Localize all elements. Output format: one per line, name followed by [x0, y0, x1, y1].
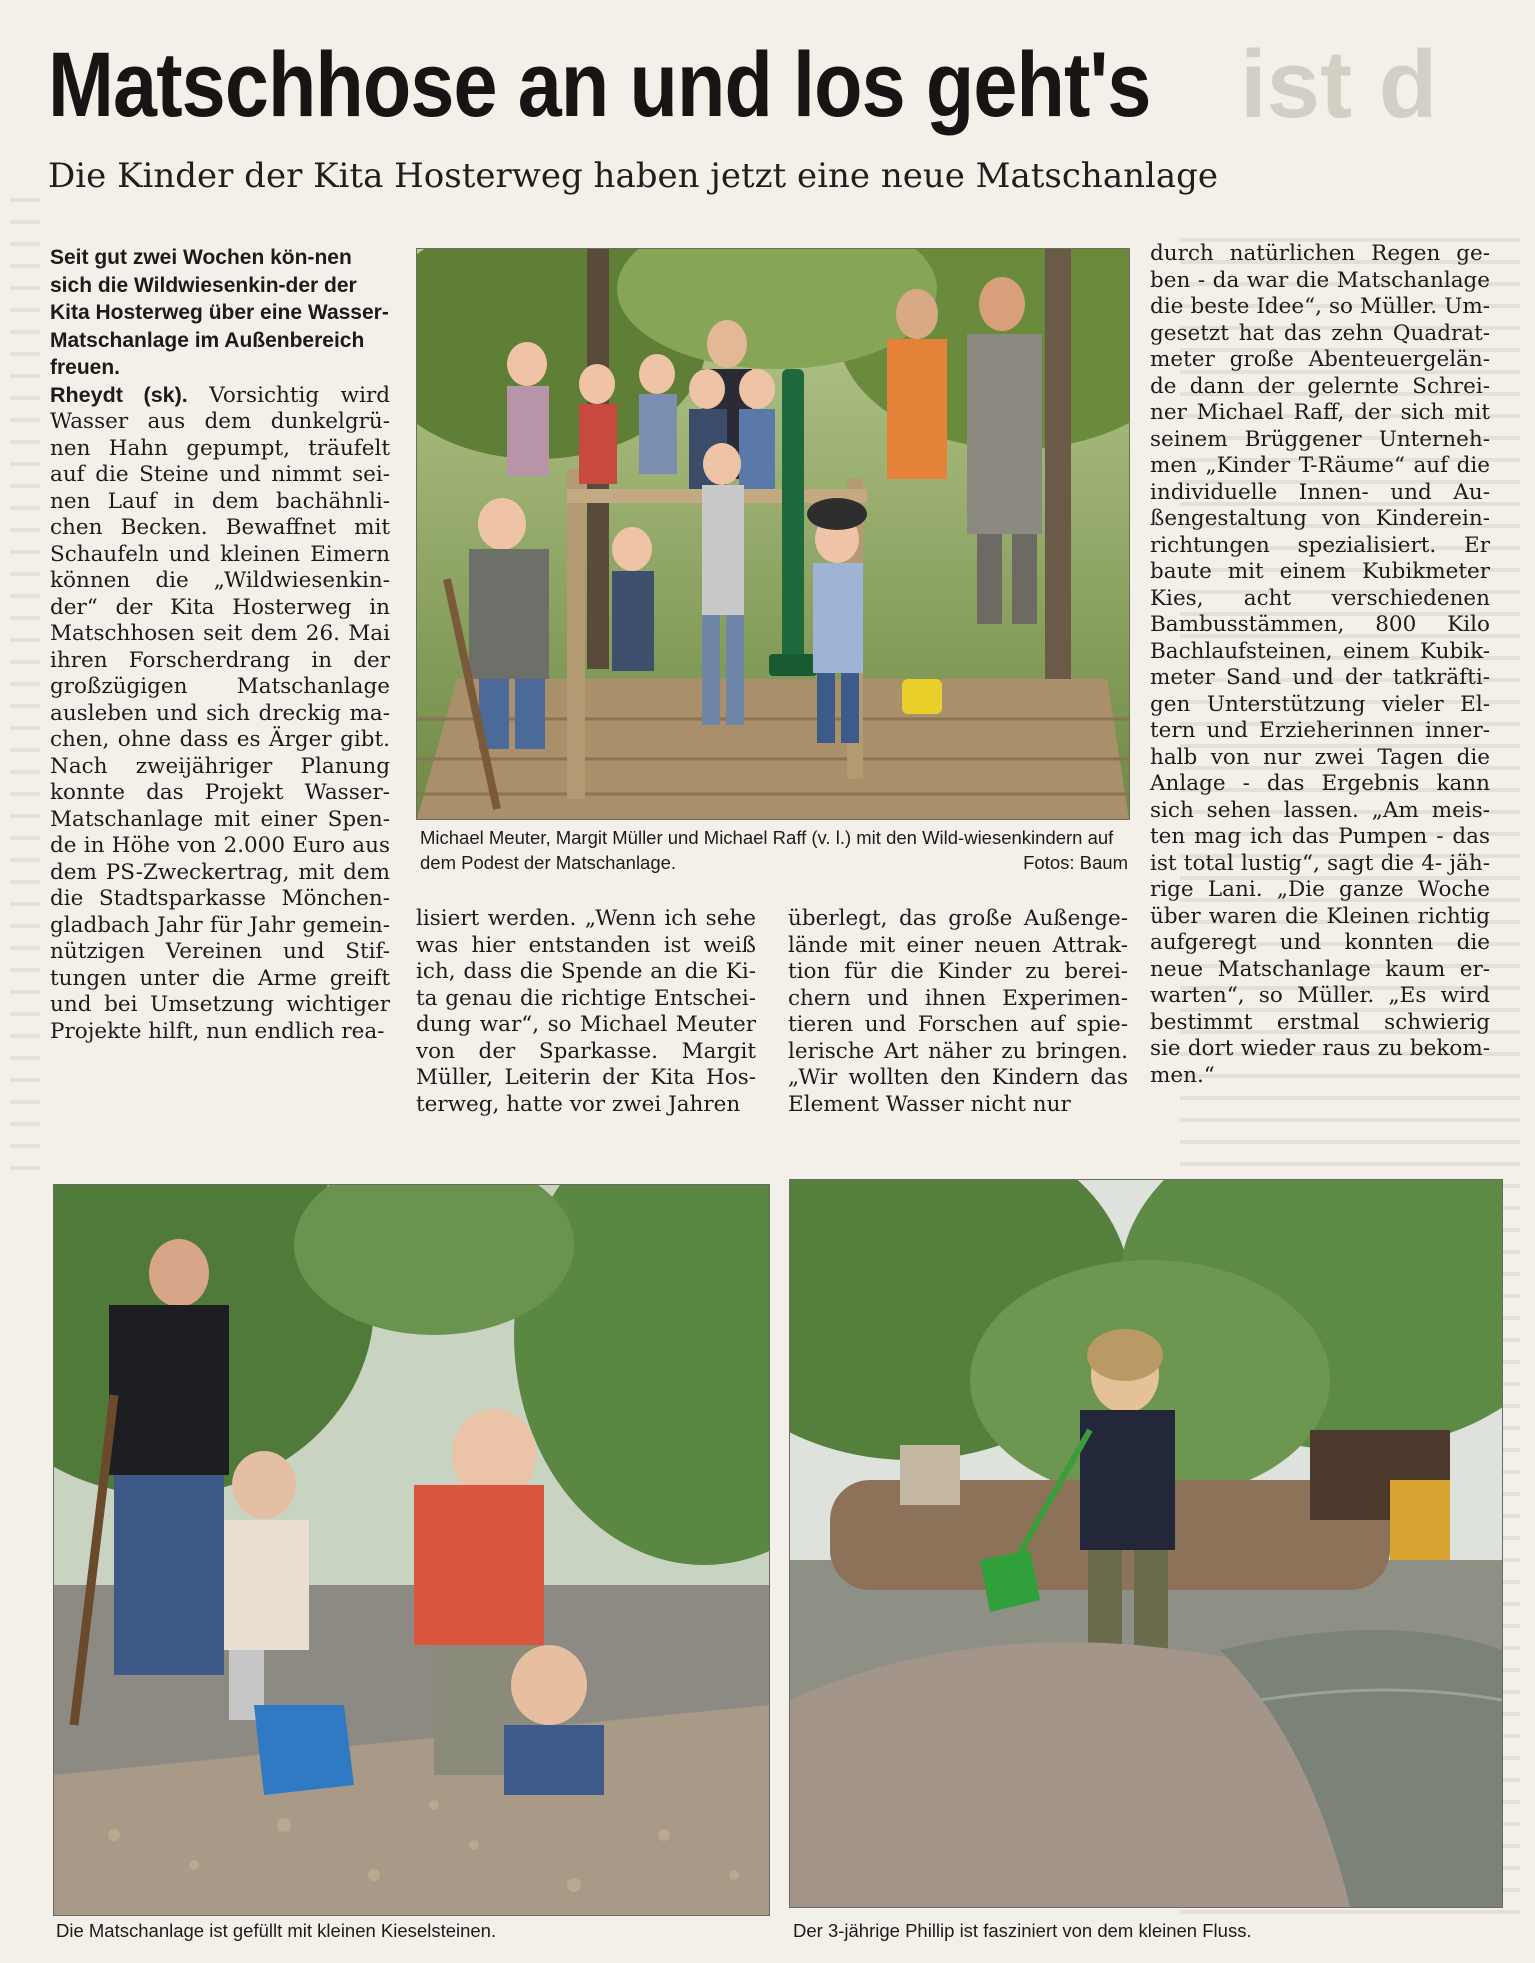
article-body-start	[50, 382, 390, 1046]
photo-group-on-platform	[416, 248, 1130, 820]
article-body-col1: Vorsichtig wird Wasser aus dem dunkelgrü-nen Hahn gepumpt, träufelt auf die Steine und nimmt sei-nen Lauf in dem bachähnli-chen Becken. Bewaffnet mit Schaufeln und kleinen Eimern können die „Wildwiesenkin-der“ der Kita Hosterweg in Matschhosen seit dem 26. Mai ihren Forscherdrang in der großzügigen Matschanlage ausleben und sich dreckig ma-chen, ohne dass es Ärger gibt. Nach zweijähriger Planung konnte das Projekt Wasser-Matschanlage mit einer Spen-de in Höhe von 2.000 Euro aus dem PS-Zweckertrag, mit dem die Stadtsparkasse Mönchen-gladbach Jahr für Jahr gemein-nützigen Vereinen und Stif-tungen unter die Arme greift und bei Umsetzung wichtiger Projekte hilft, nun endlich rea-	[50, 382, 390, 1044]
photo-pebbles-caption: Die Matschanlage ist gefüllt mit kleinen Kieselsteinen.	[56, 1920, 497, 1941]
article-headline: Matschhose an und los geht's	[48, 34, 1151, 136]
photo-stream-image	[790, 1180, 1502, 1907]
article-column-1	[50, 244, 390, 1045]
article-body-col4: durch natürlichen Regen ge-ben - da war die Matschanlage die beste Idee“, so Müller. Um-gesetzt hat das zehn Quadrat-meter große Abenteuergelän-de dann der gelernte Schrei-ner Michael Raff, der sich mit seinem Brüggener Unterneh-men „Kinder T-Räume“ auf die individuelle Innen- und Au-ßengestaltung von Kinderein-richtungen spezialisiert. Er baute mit einem Kubikmeter Kies, acht verschiedenen Bambusstämmen, 800 Kilo Bachlaufsteinen, einem Kubik-meter Sand und der tatkräfti-gen Unterstützung vieler El-tern und Erzieherinnen inner-halb von nur zwei Tagen die Anlage - das Ergebnis kann sich sehen lassen. „Am meis-ten mag ich das Pumpen - das ist total lustig“, sagt die 4- jäh-rige Lani. „Die ganze Woche über waren die Kleinen richtig aufgeregt und konnten die neue Matschanlage kaum er-warten“, so Müller. „Es wird bestimmt erstmal schwierig sie dort wieder raus zu bekom-men.“	[1150, 241, 1490, 1088]
photo-credit: Fotos: Baum	[1023, 852, 1128, 873]
photo-stream	[789, 1179, 1503, 1908]
article-body-col3: überlegt, das große Außenge-lände mit einer neuen Attrak-tion für die Kinder zu berei-chern und ihnen Experimen-tieren und Forschen auf spie-lerische Art näher zu bringen. „Wir wollten den Kindern das Element Wasser nicht nur	[788, 906, 1128, 1117]
article-column-2	[416, 906, 756, 1118]
article-dateline: Rheydt (sk).	[50, 382, 188, 407]
bleed-through-headline: ist d	[1240, 31, 1438, 138]
photo-pebbles-image	[54, 1185, 769, 1915]
bleed-through-column	[10, 180, 40, 1180]
photo-group-caption	[420, 825, 1128, 875]
article-column-3	[788, 906, 1128, 1118]
photo-group-image	[417, 249, 1129, 819]
photo-group-caption-text: Michael Meuter, Margit Müller und Michael Raff (v. l.) mit den Wild-wiesenkindern auf dem Podest der Matschanlage.	[420, 827, 1114, 873]
article-subheadline: Die Kinder der Kita Hosterweg haben jetzt eine neue Matschanlage	[48, 156, 1219, 196]
article-lead: Seit gut zwei Wochen kön-nen sich die Wildwiesenkin-der der Kita Hosterweg über eine Wasser-Matschanlage im Außenbereich freuen.	[50, 246, 389, 379]
photo-pebbles	[53, 1184, 770, 1916]
photo-stream-caption: Der 3-jährige Phillip ist fasziniert von dem kleinen Fluss.	[793, 1920, 1252, 1941]
article-body-col2: lisiert werden. „Wenn ich sehe was hier entstanden ist weiß ich, dass die Spende an die Ki-ta genau die richtige Entschei-dung war“, so Michael Meuter von der Sparkasse. Margit Müller, Leiterin der Kita Hos-terweg, hatte vor zwei Jahren	[416, 906, 756, 1117]
article-column-4	[1150, 241, 1490, 1089]
